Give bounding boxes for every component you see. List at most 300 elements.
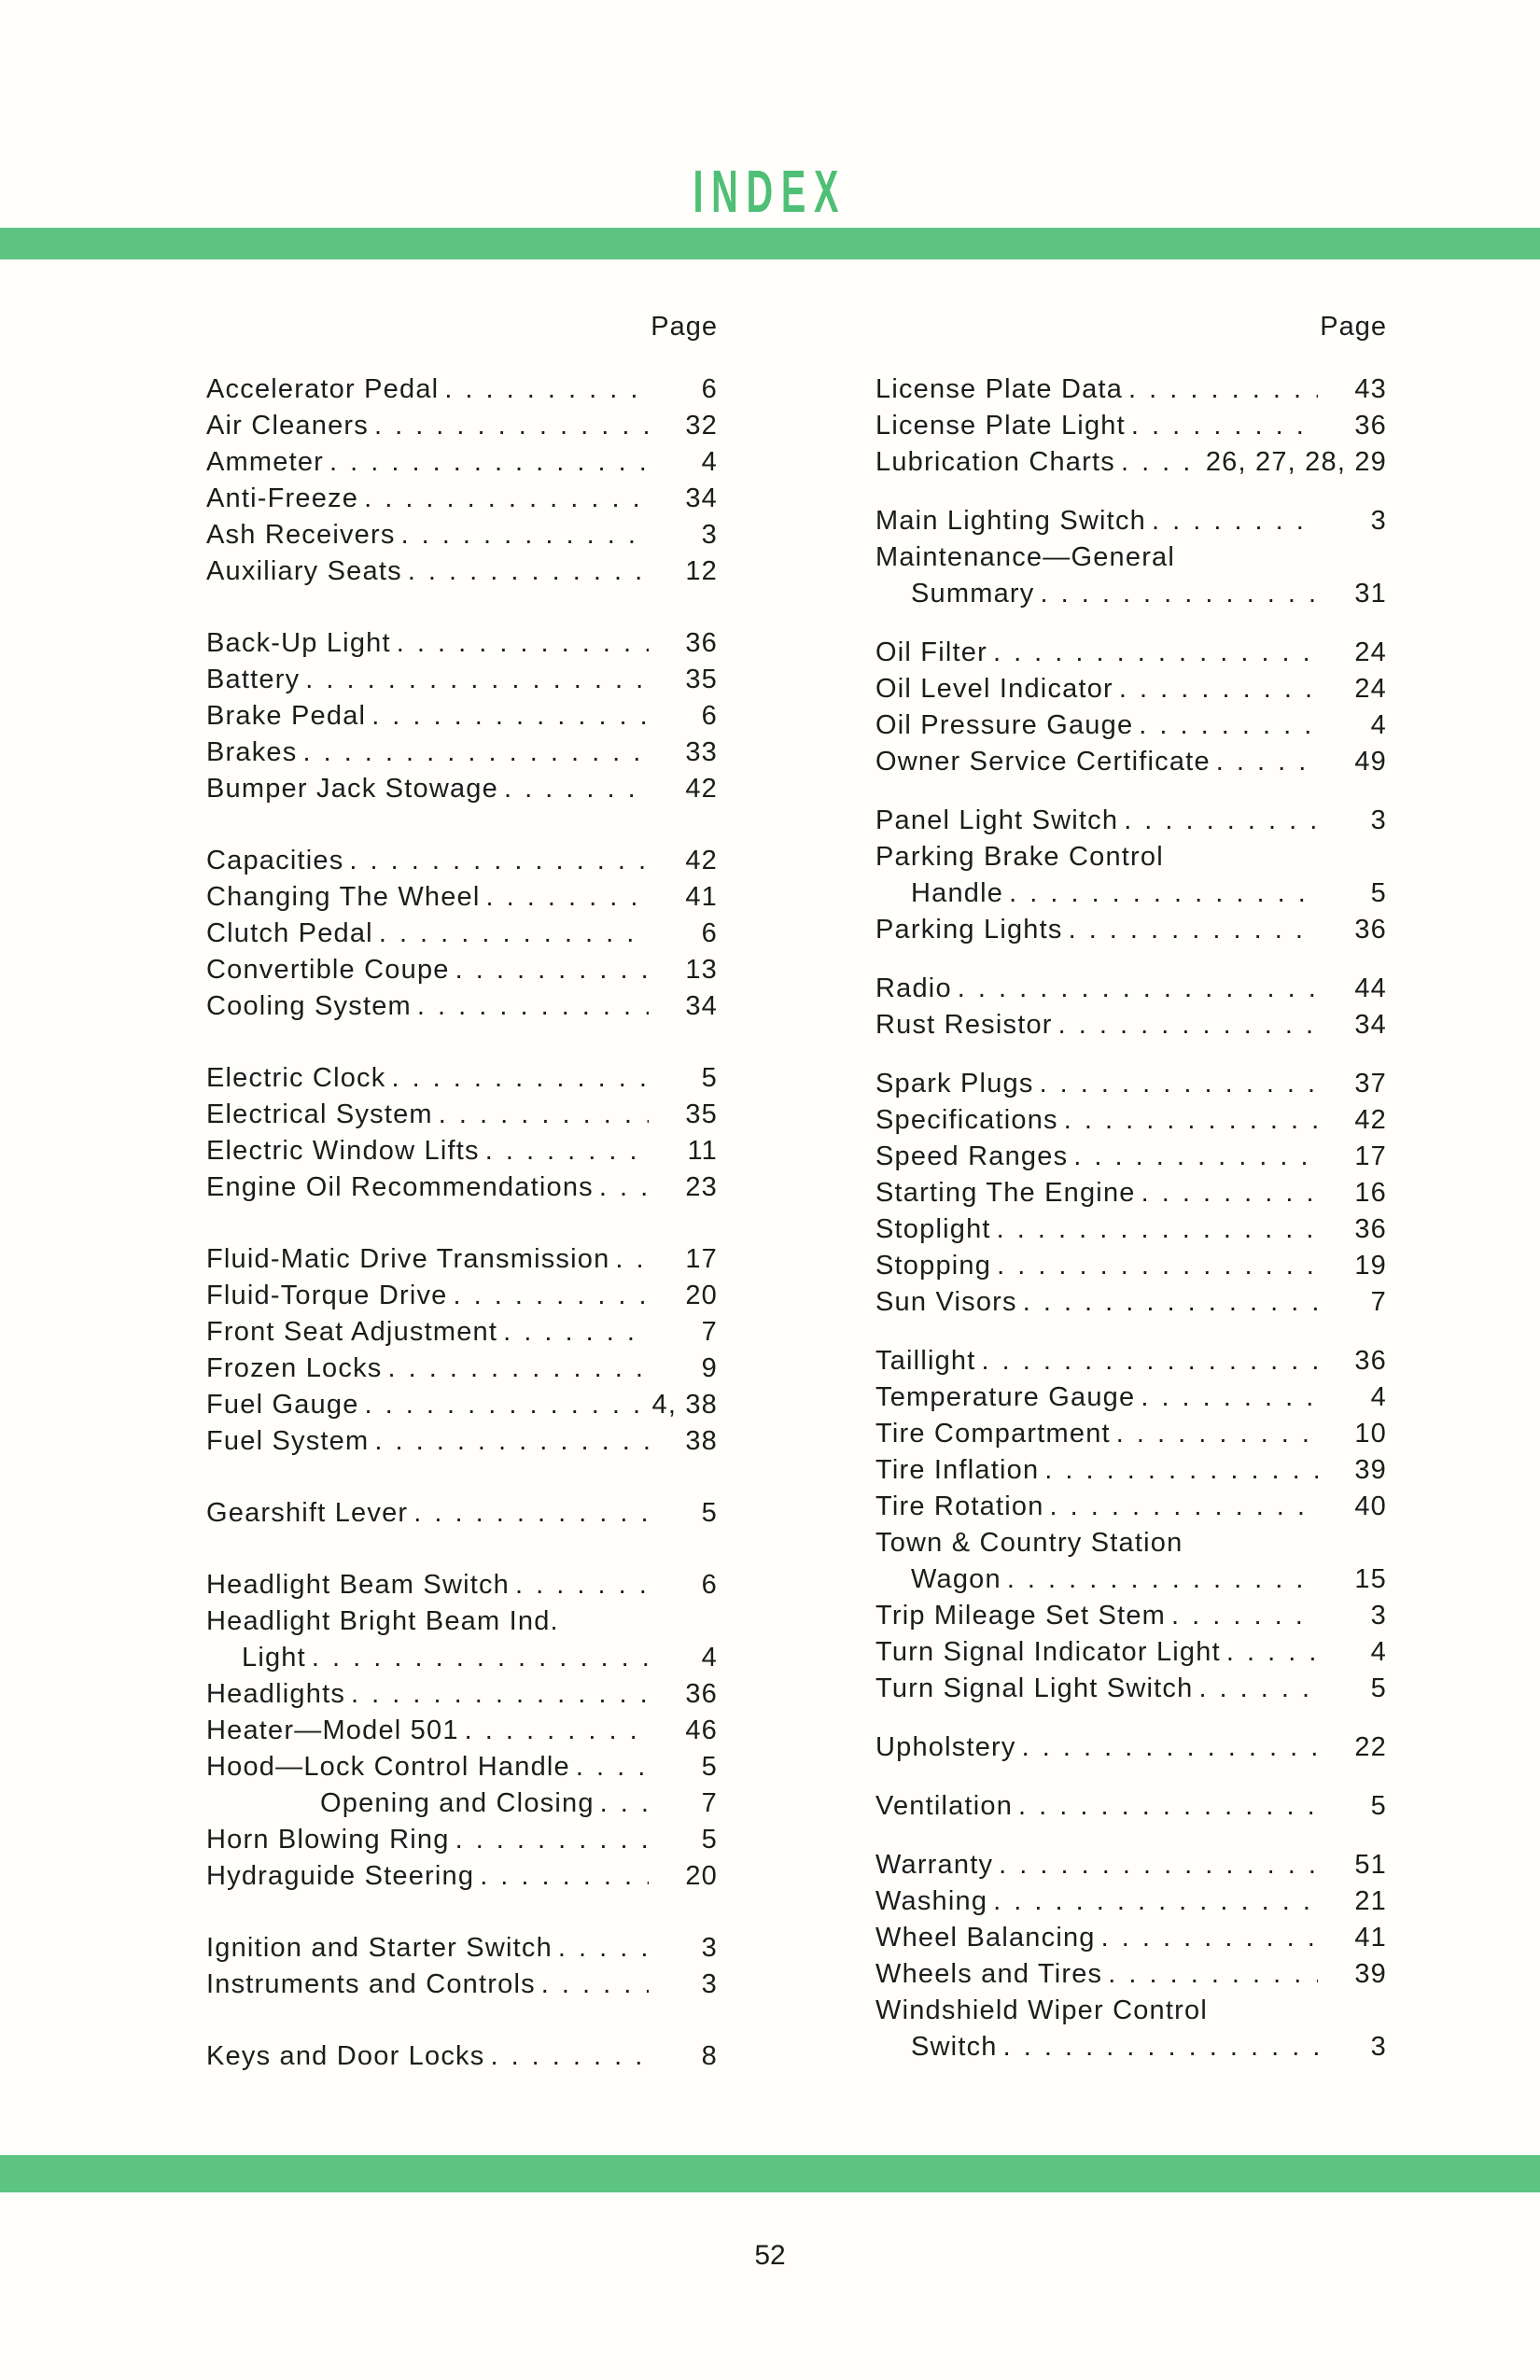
entry-label: Ash Receivers <box>206 520 396 550</box>
entry-label: Summary <box>911 579 1035 609</box>
dot-leader <box>1175 539 1318 576</box>
index-entry <box>875 803 1387 839</box>
entry-page: 8 <box>701 2041 718 2071</box>
entry-label: Oil Pressure Gauge <box>875 710 1134 740</box>
index-entry <box>875 707 1387 744</box>
entry-page: 44 <box>1354 973 1387 1003</box>
entry-label: Bumper Jack Stowage <box>206 774 498 804</box>
entry-label: Parking Lights <box>875 915 1063 945</box>
top-green-band <box>0 228 1540 259</box>
entry-page: 49 <box>1354 747 1387 777</box>
dot-leader <box>1126 408 1318 444</box>
entry-page: 41 <box>685 882 718 912</box>
entry-page: 34 <box>1354 1010 1387 1040</box>
index-entry <box>875 1343 1387 1379</box>
entry-label: Fluid-Matic Drive Transmission <box>206 1244 610 1274</box>
index-entry <box>206 1060 718 1097</box>
dot-leader <box>439 371 649 408</box>
dot-leader <box>1044 1489 1318 1525</box>
dot-leader <box>306 1640 649 1676</box>
index-entry <box>875 1102 1387 1139</box>
index-entry <box>875 1883 1387 1920</box>
index-group <box>206 1241 718 1460</box>
index-group <box>875 1343 1387 1707</box>
entry-page: 34 <box>685 483 718 513</box>
entry-page: 36 <box>685 628 718 658</box>
index-entry <box>875 371 1387 408</box>
entry-label: Tire Rotation <box>875 1491 1044 1521</box>
dot-leader <box>373 916 649 952</box>
dot-leader <box>1068 1139 1318 1175</box>
index-entry <box>206 1640 718 1676</box>
entry-label: Specifications <box>875 1105 1058 1135</box>
index-entry <box>206 1423 718 1460</box>
dot-leader <box>412 988 649 1025</box>
entry-label: Brake Pedal <box>206 701 367 731</box>
entry-page <box>1318 1993 1387 2029</box>
right-index-groups <box>875 371 1387 2065</box>
dot-leader <box>1146 503 1318 539</box>
entry-label: Fluid-Torque Drive <box>206 1281 448 1310</box>
entry-label: Anti-Freeze <box>206 483 359 513</box>
index-entry <box>875 1284 1387 1321</box>
index-entry <box>206 371 718 408</box>
entry-page: 6 <box>701 374 718 404</box>
index-entry <box>206 662 718 698</box>
dot-leader <box>1211 744 1318 780</box>
dot-leader <box>1193 1671 1318 1707</box>
dot-leader <box>433 1097 649 1133</box>
dot-leader <box>1221 1634 1318 1671</box>
index-entry <box>875 444 1387 481</box>
dot-leader <box>1164 839 1318 875</box>
entry-label: Frozen Locks <box>206 1353 383 1383</box>
index-group <box>875 1729 1387 1766</box>
dot-leader <box>1017 1284 1318 1321</box>
entry-label: Air Cleaners <box>206 411 369 441</box>
entry-page: 36 <box>1354 1346 1387 1376</box>
entry-page: 7 <box>701 1317 718 1347</box>
entry-label: Trip Mileage Set Stem <box>875 1601 1167 1631</box>
dot-leader <box>481 879 649 916</box>
entry-page: 41 <box>1354 1923 1387 1953</box>
entry-label: Fuel System <box>206 1426 370 1456</box>
index-entry <box>875 1993 1387 2029</box>
entry-label: Gearshift Lever <box>206 1498 409 1528</box>
index-entry <box>875 1525 1387 1561</box>
entry-page: 11 <box>687 1136 718 1166</box>
entry-page: 21 <box>1354 1886 1387 1916</box>
entry-page: 7 <box>701 1788 718 1818</box>
index-entry <box>875 1379 1387 1416</box>
dot-leader <box>1183 1525 1318 1561</box>
entry-page: 34 <box>685 991 718 1021</box>
entry-page: 5 <box>701 1498 718 1528</box>
entry-page: 20 <box>685 1281 718 1310</box>
index-entry <box>206 1603 718 1640</box>
entry-page: 6 <box>701 1570 718 1600</box>
entry-page: 39 <box>1354 1455 1387 1485</box>
index-entry <box>206 1858 718 1895</box>
entry-label: Owner Service Certificate <box>875 747 1211 777</box>
entry-label: Spark Plugs <box>875 1069 1034 1099</box>
entry-label: Opening and Closing <box>320 1788 595 1818</box>
index-entry <box>875 744 1387 780</box>
index-entry <box>206 771 718 807</box>
index-group <box>206 1060 718 1206</box>
dot-leader <box>536 1967 649 2003</box>
index-entry <box>206 517 718 553</box>
index-entry <box>206 1676 718 1713</box>
entry-page: 42 <box>1354 1105 1387 1135</box>
index-entry <box>206 1097 718 1133</box>
dot-leader <box>998 2029 1318 2065</box>
index-entry <box>206 1930 718 1967</box>
index-group <box>206 1567 718 1895</box>
index-group <box>206 843 718 1025</box>
entry-page: 24 <box>1354 674 1387 704</box>
entry-label: Back-Up Light <box>206 628 391 658</box>
index-entry <box>875 1211 1387 1248</box>
entry-page: 4 <box>1370 1382 1387 1412</box>
index-entry <box>875 1416 1387 1452</box>
page-column-header: Page <box>1320 312 1387 342</box>
entry-label: Panel Light Switch <box>875 805 1119 835</box>
entry-label: Washing <box>875 1886 988 1916</box>
index-group <box>206 1930 718 2003</box>
entry-page: 37 <box>1354 1069 1387 1099</box>
left-index-column <box>206 308 718 2110</box>
entry-label: Brakes <box>206 737 298 767</box>
entry-label: Headlights <box>206 1679 346 1709</box>
index-entry <box>875 503 1387 539</box>
entry-label: Headlight Beam Switch <box>206 1570 511 1600</box>
entry-page: 3 <box>1370 506 1387 536</box>
entry-label: Sun Visors <box>875 1287 1017 1317</box>
dot-leader <box>369 1423 649 1460</box>
index-entry <box>206 1278 718 1314</box>
dot-leader <box>991 1211 1318 1248</box>
index-entry <box>206 1967 718 2003</box>
entry-page: 38 <box>685 1426 718 1456</box>
dot-leader <box>385 1060 649 1097</box>
entry-page: 9 <box>701 1353 718 1383</box>
dot-leader <box>1053 1007 1318 1043</box>
entry-label: Tire Inflation <box>875 1455 1040 1485</box>
dot-leader <box>1136 1175 1318 1211</box>
entry-label: Town & Country Station <box>875 1528 1183 1558</box>
index-entry <box>206 408 718 444</box>
entry-page: 42 <box>685 774 718 804</box>
entry-page: 3 <box>701 1933 718 1963</box>
index-entry <box>206 1749 718 1785</box>
dot-leader <box>1123 371 1318 408</box>
entry-label: Parking Brake Control <box>875 842 1164 872</box>
index-group <box>206 1495 718 1532</box>
dot-leader <box>408 1495 649 1532</box>
entry-label: Lubrication Charts <box>875 447 1115 477</box>
entry-page: 4 <box>701 1643 718 1673</box>
dot-leader <box>300 662 649 698</box>
entry-page: 36 <box>1354 1214 1387 1244</box>
index-entry <box>206 444 718 481</box>
index-entry <box>206 1567 718 1603</box>
index-group <box>875 503 1387 612</box>
entry-page: 17 <box>1354 1141 1387 1171</box>
entry-label: Changing The Wheel <box>206 882 481 912</box>
entry-page: 17 <box>685 1244 718 1274</box>
entry-page: 5 <box>1370 878 1387 908</box>
entry-page: 13 <box>685 955 718 985</box>
entry-page <box>1318 539 1387 576</box>
entry-page: 3 <box>701 1969 718 1999</box>
entry-label: Clutch Pedal <box>206 918 373 948</box>
index-entry <box>206 952 718 988</box>
entry-page: 5 <box>701 1825 718 1855</box>
index-entry <box>206 698 718 735</box>
index-entry <box>875 839 1387 875</box>
entry-page <box>1318 1525 1387 1561</box>
dot-leader <box>402 553 649 590</box>
entry-page: 15 <box>1354 1564 1387 1594</box>
entry-page: 7 <box>1370 1287 1387 1317</box>
dot-leader <box>345 1676 649 1713</box>
index-entry <box>875 1788 1387 1825</box>
entry-page: 43 <box>1354 374 1387 404</box>
entry-page: 32 <box>685 411 718 441</box>
index-entry <box>875 1920 1387 1956</box>
index-entry <box>875 1729 1387 1766</box>
entry-page: 3 <box>1370 2032 1387 2062</box>
dot-leader <box>553 1930 649 1967</box>
entry-page: 36 <box>1354 411 1387 441</box>
entry-label: Speed Ranges <box>875 1141 1069 1171</box>
entry-label: Heater—Model 501 <box>206 1715 459 1745</box>
index-entry <box>875 1489 1387 1525</box>
entry-label: Maintenance—General <box>875 542 1176 572</box>
dot-leader <box>987 635 1318 671</box>
dot-leader <box>459 1713 649 1749</box>
index-entry <box>206 481 718 517</box>
entry-label: Electric Clock <box>206 1063 386 1093</box>
entry-page <box>649 1603 718 1640</box>
dot-leader <box>1118 803 1318 839</box>
entry-label: Warranty <box>875 1850 994 1880</box>
entry-label: Electrical System <box>206 1099 433 1129</box>
entry-label: Electric Window Lifts <box>206 1136 480 1166</box>
index-entry <box>206 1713 718 1749</box>
entry-page: 35 <box>685 1099 718 1129</box>
dot-leader <box>570 1749 649 1785</box>
entry-label: Turn Signal Indicator Light <box>875 1637 1221 1667</box>
entry-label: Capacities <box>206 846 344 875</box>
entry-label: Rust Resistor <box>875 1010 1053 1040</box>
dot-leader <box>324 444 649 481</box>
index-entry <box>875 1139 1387 1175</box>
entry-label: Upholstery <box>875 1732 1016 1762</box>
dot-leader <box>1133 707 1318 744</box>
entry-page: 40 <box>1354 1491 1387 1521</box>
entry-page: 5 <box>1370 1673 1387 1703</box>
entry-page: 19 <box>1354 1251 1387 1281</box>
entry-label: Horn Blowing Ring <box>206 1825 450 1855</box>
dot-leader <box>1058 1102 1318 1139</box>
dot-leader <box>609 1241 649 1278</box>
entry-page: 26, 27, 28, 29 <box>1205 447 1387 477</box>
left-index-groups <box>206 371 718 2075</box>
index-entry <box>875 2029 1387 2065</box>
entry-label: Turn Signal Light Switch <box>875 1673 1194 1703</box>
dot-leader <box>1034 576 1318 612</box>
entry-label: Starting The Engine <box>875 1178 1136 1208</box>
index-entry <box>206 1822 718 1858</box>
entry-page <box>1318 839 1387 875</box>
dot-leader <box>391 625 649 662</box>
dot-leader <box>497 1314 649 1351</box>
entry-page: 4 <box>1370 1637 1387 1667</box>
dot-leader <box>991 1248 1318 1284</box>
dot-leader <box>358 481 649 517</box>
dot-leader <box>343 843 649 879</box>
entry-label: Switch <box>911 2032 998 2062</box>
entry-page: 5 <box>701 1063 718 1093</box>
dot-leader <box>987 1883 1318 1920</box>
entry-label: Light <box>242 1643 306 1673</box>
index-entry <box>875 912 1387 948</box>
dot-leader <box>1063 912 1318 948</box>
index-entry <box>875 539 1387 576</box>
index-group <box>206 371 718 590</box>
entry-page: 3 <box>1370 805 1387 835</box>
entry-page: 36 <box>1354 915 1387 945</box>
entry-label: Cooling System <box>206 991 412 1021</box>
index-entry <box>206 2038 718 2075</box>
dot-leader <box>1208 1993 1318 2029</box>
dot-leader <box>1113 671 1318 707</box>
index-entry <box>875 1847 1387 1883</box>
dot-leader <box>976 1343 1318 1379</box>
entry-page: 24 <box>1354 637 1387 667</box>
index-entry <box>206 988 718 1025</box>
index-entry <box>206 1351 718 1387</box>
entry-label: Fuel Gauge <box>206 1390 359 1420</box>
entry-page: 46 <box>685 1715 718 1745</box>
right-index-column <box>875 308 1387 2088</box>
index-group <box>875 971 1387 1043</box>
page-number: 52 <box>754 2240 786 2271</box>
index-entry <box>206 1314 718 1351</box>
entry-label: Oil Level Indicator <box>875 674 1113 704</box>
index-entry <box>875 1452 1387 1489</box>
dot-leader <box>369 408 649 444</box>
dot-leader <box>382 1351 649 1387</box>
entry-label: Engine Oil Recommendations <box>206 1172 594 1202</box>
index-entry <box>206 916 718 952</box>
index-entry <box>206 1785 718 1822</box>
dot-leader <box>448 1278 649 1314</box>
index-entry <box>875 1248 1387 1284</box>
entry-label: Stopping <box>875 1251 992 1281</box>
index-group <box>206 625 718 807</box>
dot-leader <box>1016 1729 1318 1766</box>
dot-leader <box>1001 1561 1318 1598</box>
index-group <box>875 1066 1387 1321</box>
entry-label: Wheels and Tires <box>875 1959 1103 1989</box>
entry-label: Convertible Coupe <box>206 955 450 985</box>
index-entry <box>875 1598 1387 1634</box>
index-entry <box>206 843 718 879</box>
entry-label: Stoplight <box>875 1214 991 1244</box>
dot-leader <box>1013 1788 1318 1825</box>
entry-label: Wagon <box>911 1564 1001 1594</box>
entry-page: 4 <box>701 447 718 477</box>
entry-page: 4, 38 <box>651 1390 718 1420</box>
dot-leader <box>1135 1379 1318 1416</box>
dot-leader <box>510 1567 649 1603</box>
entry-label: Wheel Balancing <box>875 1923 1096 1953</box>
index-entry <box>206 735 718 771</box>
dot-leader <box>450 952 649 988</box>
dot-leader <box>484 2038 649 2075</box>
dot-leader <box>993 1847 1318 1883</box>
entry-page: 6 <box>701 918 718 948</box>
entry-label: Auxiliary Seats <box>206 556 402 586</box>
entry-label: Front Seat Adjustment <box>206 1317 498 1347</box>
bottom-green-band <box>0 2155 1540 2192</box>
index-title-text: INDEX <box>693 158 847 225</box>
index-entry <box>206 1241 718 1278</box>
index-entry <box>206 625 718 662</box>
dot-leader <box>1102 1956 1318 1993</box>
dot-leader <box>498 771 649 807</box>
index-entry <box>875 875 1387 912</box>
entry-page: 39 <box>1354 1959 1387 1989</box>
index-entry <box>875 1007 1387 1043</box>
index-title <box>0 157 1540 226</box>
dot-leader <box>952 971 1318 1007</box>
index-group <box>875 371 1387 481</box>
entry-label: License Plate Light <box>875 411 1126 441</box>
dot-leader <box>594 1169 649 1206</box>
page-column-header: Page <box>651 312 718 342</box>
entry-page: 5 <box>1370 1791 1387 1821</box>
index-entry <box>875 971 1387 1007</box>
entry-page: 36 <box>685 1679 718 1709</box>
dot-leader <box>359 1387 645 1423</box>
entry-page: 42 <box>685 846 718 875</box>
dot-leader <box>480 1133 649 1169</box>
dot-leader <box>396 517 649 553</box>
dot-leader <box>474 1858 649 1895</box>
entry-label: Windshield Wiper Control <box>875 1995 1208 2025</box>
entry-page: 10 <box>1354 1419 1387 1449</box>
entry-page: 23 <box>685 1172 718 1202</box>
entry-page: 51 <box>1354 1850 1387 1880</box>
index-entry <box>206 1387 718 1423</box>
entry-label: Hydraguide Steering <box>206 1861 475 1891</box>
dot-leader <box>1096 1920 1318 1956</box>
entry-label: Main Lighting Switch <box>875 506 1146 536</box>
dot-leader <box>1003 875 1318 912</box>
index-group <box>875 803 1387 948</box>
entry-page: 31 <box>1354 579 1387 609</box>
entry-page: 3 <box>1370 1601 1387 1631</box>
entry-label: Instruments and Controls <box>206 1969 536 1999</box>
index-group <box>206 2038 718 2075</box>
entry-page: 3 <box>701 520 718 550</box>
dot-leader <box>1034 1066 1318 1102</box>
entry-label: Keys and Door Locks <box>206 2041 485 2071</box>
